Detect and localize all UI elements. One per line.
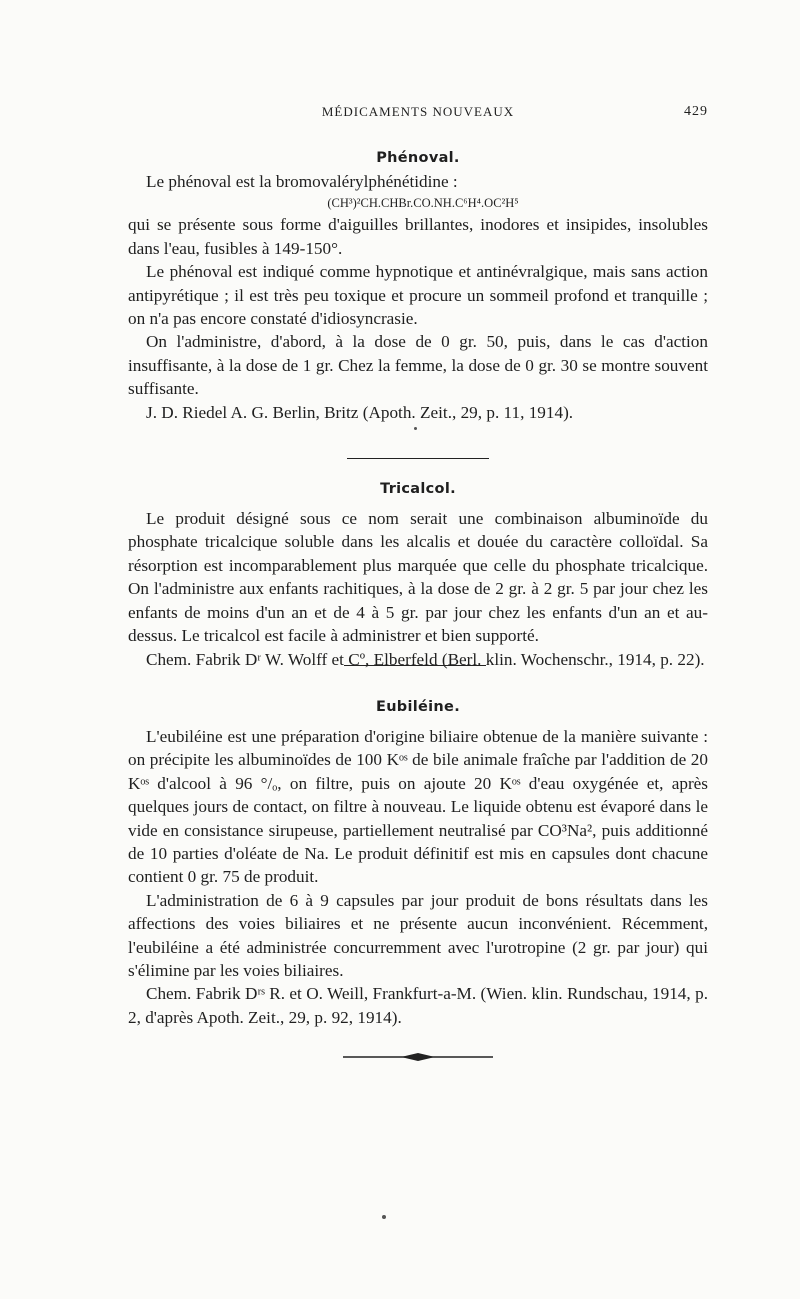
print-speck [414, 427, 417, 430]
eubileine-paragraph-1: L'eubiléine est une préparation d'origine biliaire obtenue de la manière suivante : on précipite les albuminoïdes de 100 Kᵒˢ de bile animale fraîche par l'addition de 20 Kᵒˢ d'alcool à 96 °/ₒ, on filtre, puis on ajoute 20 Kᵒˢ d'eau oxygénée et, après quelques jours de contact, on filtre à nouveau. Le liquide obtenu est évaporé dans le vide en consistance sirupeuse, partiellement neutralisé par CO³Na², puis additionné de 10 parties d'oléate de Na. Le produit définitif est mis en capsules dont chacune contient 0 gr. 75 de produit. [128, 726, 708, 887]
print-speck [382, 1215, 386, 1219]
section-phenoval [128, 146, 708, 424]
end-ornament-icon [343, 1051, 493, 1063]
section-separator-gap [128, 424, 708, 458]
phenoval-paragraph-3: On l'administre, d'abord, à la dose de 0 gr. 50, puis, dans le cas d'action insuffisante, à la dose de 1 gr. Chez la femme, la dose de 0 gr. 30 se montre souvent suffisante. [128, 332, 708, 399]
section-eubileine [128, 695, 708, 1029]
running-title: MÉDICAMENTS NOUVEAUX [321, 104, 515, 119]
page-number: 429 [684, 104, 708, 119]
eubileine-reference: Chem. Fabrik Dʳˢ R. et O. Weill, Frankfurt-a-M. (Wien. klin. Rundschau, 1914, p. 2, d'après Apoth. Zeit., 29, p. 92, 1914). [128, 984, 708, 1027]
phenoval-paragraph-2: Le phénoval est indiqué comme hypnotique et antinévralgique, mais sans action antipyrétique ; il est très peu toxique et procure un sommeil profond et tranquille ; on n'a pas encore constaté d'idiosyncrasie. [128, 262, 708, 329]
section-title-eubileine: Eubiléine. [375, 698, 461, 715]
section-title-phenoval: Phénoval. [376, 150, 460, 166]
phenoval-reference: J. D. Riedel A. G. Berlin, Britz (Apoth. Zeit., 29, p. 11, 1914). [146, 402, 574, 422]
chemical-formula: (CH³)²CH.CHBr.CO.NH.C⁶H⁴.OC²H⁵ [327, 196, 519, 211]
section-tricalcol [128, 477, 708, 671]
phenoval-paragraph-1: qui se présente sous forme d'aiguilles brillantes, inodores et insipides, insolubles dans l'eau, fusibles à 149-150°. [128, 215, 708, 258]
phenoval-intro: Le phénoval est la bromovalérylphénétidine : [146, 172, 458, 191]
section-divider-rule [344, 665, 486, 666]
tricalcol-reference: Chem. Fabrik Dʳ W. Wolff et Cº, Elberfeld (Berl. klin. Wochenschr., 1914, p. 22). [146, 649, 705, 669]
page-body [128, 146, 708, 1063]
section-title-tricalcol: Tricalcol. [380, 481, 456, 498]
running-header [128, 104, 708, 124]
tricalcol-paragraph-1: Le produit désigné sous ce nom serait une combinaison albuminoïde du phosphate tricalcique soluble dans les alcalis et douée du caractère colloïdal. Sa résorption est incomparablement plus marquée que celle du phosphate tricalcique. On l'administre aux enfants rachitiques, à la dose de 2 gr. à 2 gr. 5 par jour chez les enfants de moins d'un an et de 4 à 5 gr. par jour chez les enfants d'un an et au-dessus. Le tricalcol est facile à administrer et bien supporté. [128, 509, 708, 646]
eubileine-paragraph-2: L'administration de 6 à 9 capsules par jour produit de bons résultats dans les affections des voies biliaires et ne présente aucun inconvénient. Récemment, l'eubiléine a été administrée concurremment avec l'urotropine (2 gr. par jour) qui s'élimine par les voies biliaires. [128, 890, 708, 980]
